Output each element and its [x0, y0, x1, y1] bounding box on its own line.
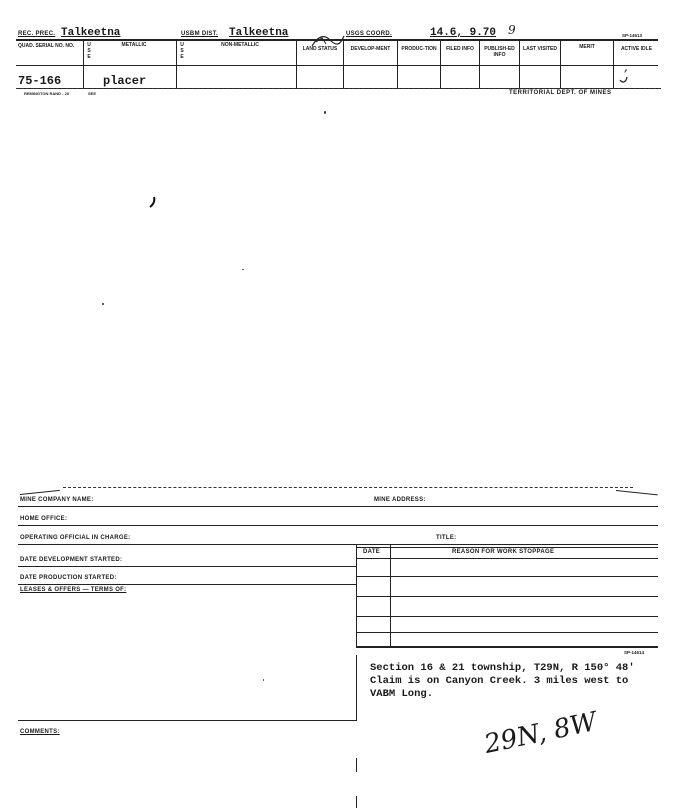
col-non-metallic: NON-METALLIC — [221, 42, 259, 48]
col-merit: MERIT — [579, 44, 595, 50]
usgs-coord-label: USGS COORD. — [346, 31, 392, 37]
form-number-top: SP-14613 — [622, 33, 643, 38]
col-published-info: PUBLISH-ED INFO — [484, 46, 515, 58]
comments-label: COMMENTS: — [20, 729, 60, 735]
usgs-coord-handwritten: 9 — [508, 23, 516, 37]
handwritten-note: 29N, 8W — [481, 706, 600, 760]
reason-column-label: REASON FOR WORK STOPPAGE — [452, 549, 555, 555]
entry-metallic: placer — [103, 74, 147, 88]
rec-prec-label: REC. PREC. — [18, 31, 56, 37]
col-filed-info: FILED INFO — [446, 46, 474, 52]
col-land-status: LAND STATUS — [302, 46, 338, 52]
checkmark-icon — [617, 72, 631, 84]
col-quad-serial: QUAD. SERIAL NO. NO. — [18, 43, 75, 49]
mine-company-name-label: MINE COMPANY NAME: — [20, 497, 94, 503]
section-description — [370, 662, 635, 701]
col-last-visited: LAST VISITED — [523, 46, 557, 52]
col-development: DEVELOP-MENT — [350, 46, 391, 52]
active-idle-mark: ′ — [624, 66, 628, 85]
col-use-1: U S E — [87, 42, 91, 60]
col-production: PRODUC-TION — [401, 46, 437, 52]
stamp-scribble-icon — [310, 32, 346, 50]
date-column-label: DATE — [363, 549, 381, 555]
col-use-2: U S E — [180, 42, 184, 60]
title-label: TITLE: — [436, 535, 457, 541]
rec-prec-value: Talkeetna — [61, 27, 121, 39]
date-production-label: DATE PRODUCTION STARTED: — [20, 575, 117, 581]
section-line-1: Section 16 & 21 township, T29N, R 150° 48' — [370, 662, 635, 674]
usbm-dist-label: USBM DIST. — [181, 31, 219, 37]
usbm-dist-value: Talkeetna — [229, 27, 289, 39]
form-number-bottom: SP-14614 — [624, 650, 645, 655]
operating-official-label: OPERATING OFFICIAL IN CHARGE: — [20, 535, 131, 541]
section-line-3: VABM Long. — [370, 688, 434, 700]
mine-address-label: MINE ADDRESS: — [374, 497, 426, 503]
footer-left-mark: SEE — [88, 91, 97, 96]
footer-left: REMINGTON RAND - 20 — [24, 91, 70, 96]
stray-mark-icon — [148, 195, 158, 209]
usgs-coord-value: 14.6, 9.70 — [430, 27, 497, 39]
section-line-2: Claim is on Canyon Creek. 3 miles west to — [370, 675, 629, 687]
entry-quad-serial: 75-166 — [18, 74, 62, 88]
footer-right: TERRITORIAL DEPT. OF MINES — [509, 90, 612, 96]
home-office-label: HOME OFFICE: — [20, 516, 68, 522]
col-metallic: METALLIC — [121, 42, 147, 48]
col-active-idle: ACTIVE IDLE — [620, 46, 653, 52]
date-development-label: DATE DEVELOPMENT STARTED: — [20, 557, 123, 563]
leases-offers-label: LEASES & OFFERS — TERMS OF: — [20, 587, 127, 593]
